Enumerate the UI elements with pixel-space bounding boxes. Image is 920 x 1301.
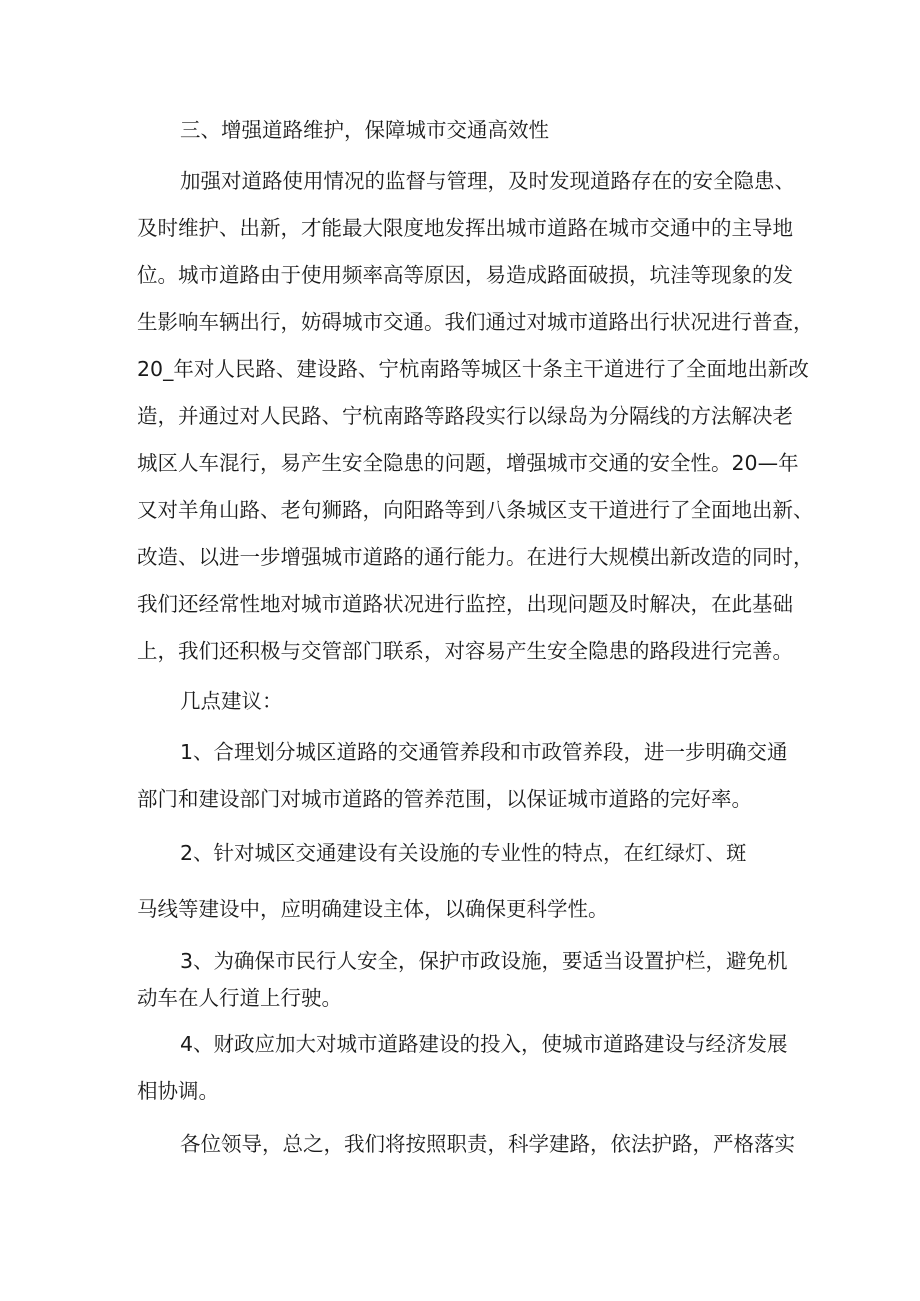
paragraph-line: 我们还经常性地对城市道路状况进行监控，出现问题及时解决，在此基础 bbox=[137, 592, 793, 616]
suggestion-3-line: 3、为确保市民行人安全，保护市政设施，要适当设置护栏，避免机 bbox=[180, 949, 788, 973]
paragraph-line: 改造、以进一步增强城市道路的通行能力。在进行大规模出新改造的同时， bbox=[137, 545, 814, 569]
suggestion-1-line: 1、合理划分城区道路的交通管养段和市政管养段，进一步明确交通 bbox=[180, 740, 788, 764]
suggestion-2-line: 2、针对城区交通建设有关设施的专业性的特点，在红绿灯、斑 bbox=[180, 841, 747, 865]
paragraph-line: 及时维护、出新，才能最大限度地发挥出城市道路在城市交通中的主导地 bbox=[137, 216, 793, 240]
closing-line: 各位领导，总之，我们将按照职责，科学建路，依法护路，严格落实 bbox=[180, 1132, 795, 1156]
suggestion-4-line: 相协调。 bbox=[137, 1079, 219, 1103]
paragraph-line: 城区人车混行，易产生安全隐患的问题，增强城市交通的安全性。20—年 bbox=[137, 451, 799, 475]
paragraph-line: 位。城市道路由于使用频率高等原因，易造成路面破损，坑洼等现象的发 bbox=[137, 263, 793, 287]
section-heading: 三、增强道路维护，保障城市交通高效性 bbox=[180, 118, 549, 142]
paragraph-line: 20_年对人民路、建设路、宁杭南路等城区十条主干道进行了全面地出新改 bbox=[137, 357, 809, 381]
suggestion-1-line: 部门和建设部门对城市道路的管养范围，以保证城市道路的完好率。 bbox=[137, 787, 752, 811]
paragraph-line: 加强对道路使用情况的监督与管理，及时发现道路存在的安全隐患、 bbox=[180, 169, 795, 193]
suggestion-4-line: 4、财政应加大对城市道路建设的投入，使城市道路建设与经济发展 bbox=[180, 1032, 788, 1056]
paragraph-line: 上，我们还积极与交管部门联系，对容易产生安全隐患的路段进行完善。 bbox=[137, 639, 793, 663]
paragraph-line: 生影响车辆出行，妨碍城市交通。我们通过对城市道路出行状况进行普查， bbox=[137, 310, 814, 334]
suggestion-2-line: 马线等建设中，应明确建设主体，以确保更科学性。 bbox=[137, 897, 609, 921]
paragraph-line: 又对羊角山路、老句狮路，向阳路等到八条城区支干道进行了全面地出新、 bbox=[137, 498, 814, 522]
suggestion-3-line: 动车在人行道上行驶。 bbox=[137, 986, 342, 1010]
suggestions-title: 几点建议： bbox=[180, 689, 283, 713]
paragraph-line: 造，并通过对人民路、宁杭南路等路段实行以绿岛为分隔线的方法解决老 bbox=[137, 404, 793, 428]
